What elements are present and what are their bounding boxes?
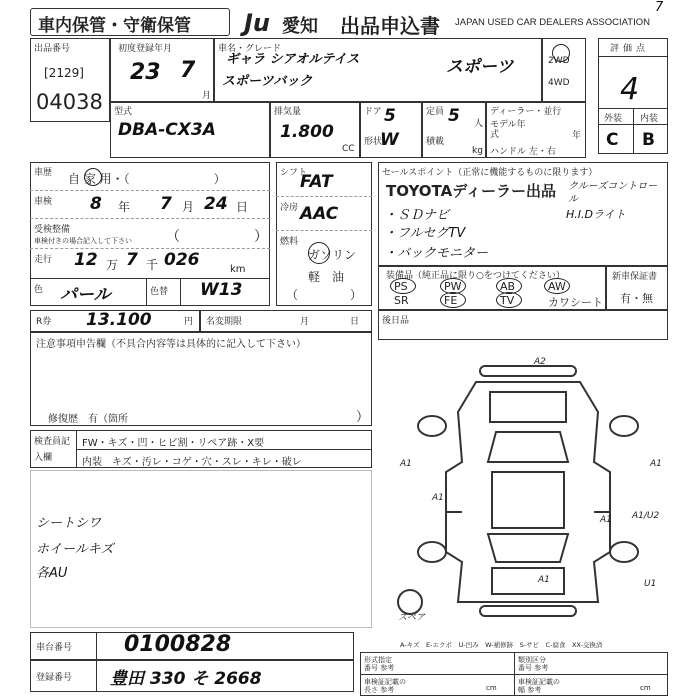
chassis-split — [96, 632, 97, 660]
equipment-item-circle — [496, 292, 522, 308]
displacement-cc: CC — [342, 144, 355, 154]
car-damage-diagram — [388, 352, 668, 622]
selling-point-1: TOYOTAディーラー出品 — [386, 182, 557, 200]
doors-label: ドア — [364, 107, 382, 117]
damage-mark: A1 — [538, 575, 550, 585]
after-label: 後日品 — [382, 316, 410, 326]
model-label: 車名・グレード — [218, 44, 282, 54]
spec-row-split — [360, 674, 668, 675]
spec-row-4: 車検証記載の幅 参考 — [518, 678, 560, 694]
color-code-label: 色替 — [150, 287, 169, 297]
rating-corner-mark: 7 — [655, 0, 664, 15]
equipment-item: FE — [444, 294, 458, 307]
mileage-unit: km — [230, 264, 246, 275]
form-value: W — [380, 130, 399, 150]
inspection-day: 24 — [204, 194, 228, 214]
deadline-month-unit: 月 — [300, 317, 310, 327]
fuel-paren-close: ） — [350, 288, 363, 302]
warranty-value: 有・無 — [620, 292, 653, 305]
acceptance-divider — [30, 248, 270, 249]
model-year-unit: 年 — [572, 131, 582, 141]
equipment-item: SR — [394, 294, 409, 307]
form-title: 出品申込書 — [340, 14, 440, 38]
damage-legend: A-キズ E-エクボ U-凹み W-補修跡 S-サビ C-腐食 XX-交換済 — [400, 641, 603, 649]
spec-row-3: 車検証記載の長さ 参考 — [364, 678, 406, 694]
capacity-value: 5 — [448, 106, 460, 126]
deadline-label: 名変期限 — [206, 317, 243, 327]
deadline-day-unit: 日 — [350, 317, 360, 327]
equipment-item-circle — [440, 292, 466, 308]
registration-label: 初度登録年月 — [118, 44, 173, 54]
mileage-rest: 026 — [164, 250, 200, 270]
lot-number: 04038 — [36, 90, 103, 114]
plate-number: 豊田 330 そ 2668 — [110, 669, 262, 689]
displacement-label: 排気量 — [274, 107, 302, 117]
mileage-man: 12 — [74, 250, 98, 270]
recycle-value: 13.100 — [86, 310, 152, 330]
inspector-int-prefix: 内装 — [82, 457, 102, 468]
doors-value: 5 — [384, 106, 396, 126]
fuel-value: ガソリン — [308, 248, 357, 262]
chassis-label: 車台番号 — [36, 643, 73, 653]
ac-label: 冷房 — [280, 203, 299, 213]
equipment-item-circle — [390, 278, 416, 294]
damage-mark: A1 — [400, 459, 412, 469]
spec-cm-1: cm — [486, 684, 497, 692]
equipment-label: 装備品（純正品に限り○をつけてください） — [386, 271, 565, 281]
mileage-sen-unit: 千 — [146, 258, 159, 272]
equipment-item: AB — [500, 280, 516, 293]
color-split — [146, 278, 147, 306]
inspector-note-3: 各AU — [36, 566, 68, 581]
inspection-day-unit: 日 — [236, 200, 249, 214]
registration-month-unit: 月 — [202, 91, 212, 101]
model-name-line1: ギャラ シアオルテイス — [226, 52, 360, 67]
type-value: DBA-CX3A — [118, 120, 216, 140]
damage-mark: A2 — [534, 357, 546, 367]
form-label: 形状 — [364, 137, 383, 147]
chassis-number: 0100828 — [124, 632, 232, 657]
equipment-item: PS — [394, 280, 408, 293]
repair-label: 修復歴 有（箇所 — [48, 414, 128, 425]
rating-top-line — [598, 56, 668, 57]
capacity-label: 定員 — [426, 107, 445, 117]
ac-value: AAC — [300, 204, 339, 224]
inspector-int: キズ・汚レ・コゲ・穴・スレ・キレ・破レ — [112, 457, 302, 468]
displacement-value: 1.800 — [280, 122, 334, 142]
inspection-year: 8 — [90, 194, 102, 214]
equipment-item: PW — [444, 280, 462, 293]
plate-split — [96, 660, 97, 692]
inspection-month-unit: 月 — [182, 200, 195, 214]
capacity-unit: 人 — [474, 119, 484, 129]
ac-divider — [276, 230, 372, 231]
color-label: 色 — [34, 285, 44, 295]
mileage-man-unit: 万 — [106, 258, 119, 272]
spec-row-1: 形式指定番号 参考 — [364, 656, 395, 672]
spare-label: スペア — [398, 613, 426, 622]
fuel-alt: 軽 油 — [308, 270, 345, 284]
shift-divider — [276, 196, 372, 197]
registration-year: 23 — [130, 60, 161, 85]
history-value: 自 家 用・（ ） — [68, 172, 226, 186]
history-own-circle — [84, 168, 102, 186]
recycle-unit: 円 — [184, 317, 194, 327]
repair-paren-close: ） — [356, 410, 370, 425]
history-label: 車歴 — [34, 168, 53, 178]
fuel-circle — [308, 242, 330, 264]
inspector-note-1: シートシワ — [36, 516, 102, 531]
color-code-value: W13 — [200, 280, 243, 300]
registration-month: 7 — [180, 58, 196, 83]
rating-exterior-label: 外装 — [604, 114, 623, 124]
association-name: JAPAN USED CAR DEALERS ASSOCIATION — [455, 17, 650, 28]
equipment-item: TV — [500, 294, 515, 307]
spec-row-2: 類別区分番号 参考 — [518, 656, 549, 672]
acceptance-label: 受検整備 — [34, 225, 71, 235]
load-label: 積載 — [426, 137, 445, 147]
damage-mark: A1 — [600, 515, 612, 525]
damage-mark: U1 — [644, 579, 657, 589]
equipment-item: カワシート — [548, 296, 603, 309]
lot-label: 出品番号 — [34, 44, 71, 54]
auction-number: [2129] — [44, 66, 84, 80]
model-name-line2: スポーツバック — [222, 74, 313, 89]
shift-value: FAT — [300, 172, 333, 192]
selling-point-3: ・フルセグTV — [384, 226, 466, 241]
model-year-label: モデル年式 — [490, 120, 526, 140]
drive-4wd: 4WD — [548, 78, 570, 88]
acceptance-note: 車検付きの場合記入して下さい — [34, 237, 132, 245]
fuel-paren-open: （ — [286, 288, 299, 302]
plate-label: 登録番号 — [36, 673, 73, 683]
damage-mark: A1 — [432, 493, 444, 503]
shift-label: シフト — [280, 168, 308, 178]
equipment-item: AW — [548, 280, 566, 293]
selling-point-4: ・バックモニター — [384, 246, 489, 261]
warranty-label: 新車保証書 — [612, 272, 658, 282]
inspector-row-split — [76, 449, 372, 450]
mileage-sen: 7 — [126, 250, 138, 270]
after-box — [378, 310, 668, 340]
history-split — [30, 278, 270, 279]
spec-cm-2: cm — [640, 684, 651, 692]
rating-label: 評価点 — [610, 44, 650, 54]
dealer-label: ディーラー・並行 — [490, 107, 562, 117]
inspector-label: 検査員記入欄 — [34, 437, 71, 463]
logo-prefecture: 愛知 — [282, 16, 318, 37]
acceptance-paren-close: ） — [254, 229, 268, 245]
history-divider — [30, 190, 270, 191]
type-label: 型式 — [114, 107, 133, 117]
drive-2wd: 2WD — [548, 56, 570, 66]
inspection-divider — [30, 218, 270, 219]
model-grade: スポーツ — [446, 57, 514, 77]
storage-notice: 車内保管・守衛保管 — [38, 16, 191, 36]
inspector-ext: FW・キズ・凹・ヒビ割・リペア跡・X要 — [82, 438, 265, 449]
selling-points-label: セールスポイント（正常に機能するものに限ります） — [382, 168, 598, 178]
fuel-label: 燃料 — [280, 237, 299, 247]
color-code-split — [180, 278, 181, 306]
inspection-year-unit: 年 — [118, 200, 131, 214]
selling-point-1b: クルーズコントロール — [568, 181, 658, 205]
damage-mark: A1 — [650, 459, 662, 469]
notes-label: 注意事項申告欄（不具合内容等は具体的に記入して下さい） — [36, 339, 306, 350]
handle-label: ハンドル 左・右 — [490, 147, 556, 157]
rating-exterior: C — [606, 130, 619, 150]
load-unit: kg — [472, 146, 483, 156]
recycle-label: R券 — [36, 317, 52, 327]
acceptance-paren-open: （ — [166, 229, 180, 245]
damage-rear-note: A1/U2 — [632, 511, 660, 521]
rating-interior-label: 内装 — [640, 114, 659, 124]
rating-score: 4 — [620, 72, 640, 107]
color-value: パール — [60, 285, 111, 305]
drive-2wd-circle — [552, 44, 570, 62]
inspection-label: 車検 — [34, 197, 53, 207]
equipment-item-circle — [544, 278, 570, 294]
selling-point-2: ・ＳＤナビ — [384, 208, 450, 223]
ju-logo: Ju — [244, 9, 271, 37]
rating-interior: B — [642, 130, 655, 150]
inspector-note-2: ホイールキズ — [36, 542, 114, 557]
mileage-label: 走行 — [34, 255, 53, 265]
rating-split — [633, 108, 634, 154]
inspection-month: 7 — [160, 194, 172, 214]
selling-point-2b: H.I.Dライト — [566, 208, 626, 221]
